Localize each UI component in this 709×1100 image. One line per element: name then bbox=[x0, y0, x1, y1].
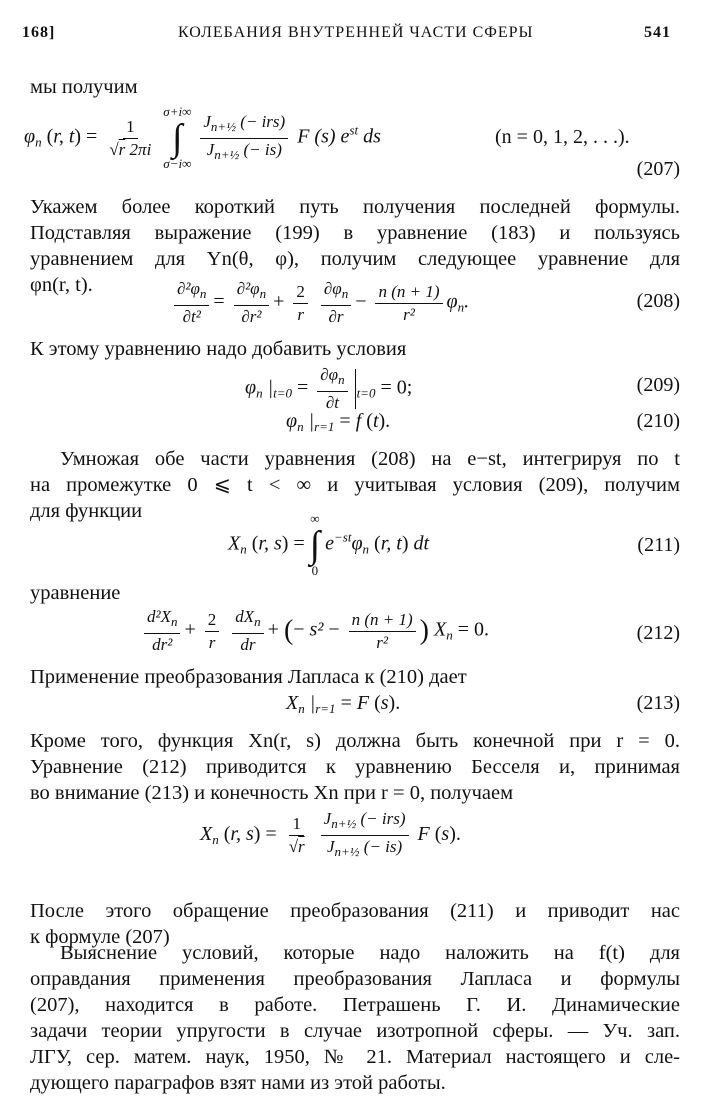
equation-solution: $X_n$ (r, s) = $\frac{1}{√r}$ $\frac{J_{n+\frac{1}{2}} (- irs)}{J_{n+\frac{1}{2}} (- is)}$ F (s). bbox=[200, 809, 461, 859]
equation-207-condition: (n = 0, 1, 2, . . .). bbox=[495, 126, 630, 148]
paragraph-laplace: Применение преобразования Лапласа к (210) дает bbox=[30, 666, 467, 688]
paragraph-add-conditions: К этому уравнению надо добавить условия bbox=[30, 338, 407, 360]
text-line: оправдания применения преобразования Лапласа и формулы bbox=[30, 968, 680, 990]
text-line: ЛГУ, сер. матем. наук, 1950, № 21. Материал настоящего и сле- bbox=[30, 1046, 680, 1068]
text-line: φn(r, t). bbox=[30, 274, 93, 296]
paragraph-equation-word: уравнение bbox=[30, 582, 121, 604]
text-line: После этого обращение преобразования (211) и приводит нас bbox=[30, 900, 680, 922]
equation-209: $\varphi_n$ $|_{t=0}$ = $\frac{\partial\varphi_n}{\partial t}$ $_{t=0}$ = 0; bbox=[245, 365, 413, 412]
equation-number-211: (211) bbox=[637, 534, 680, 556]
equation-number-213: (213) bbox=[636, 692, 680, 714]
text-line: Укажем более короткий путь получения последней формулы. bbox=[30, 196, 680, 218]
equation-number-209: (209) bbox=[636, 374, 680, 396]
text-line: дующего параграфов взят нами из этой работы. bbox=[30, 1072, 446, 1094]
equation-number-212: (212) bbox=[636, 622, 680, 644]
equation-210: $\varphi_n$ $|_{r=1} = f$ (t). bbox=[286, 410, 391, 434]
equation-207: $\varphi_n$ (r, t) = $\frac{1}{√r 2\pi i}$ σ+i∞ ∫ σ−i∞ $\frac{J_{n+\frac{1}{2}} (- irs)}{J_{n+\frac{1}{2}} (- is)}$ F (s) $e^{st}$ ds bbox=[24, 104, 381, 171]
section-number: 168] bbox=[22, 24, 56, 41]
text-line: (207), находится в работе. Петрашень Г. И. Динамические bbox=[30, 994, 680, 1016]
paragraph-finiteness bbox=[30, 728, 680, 806]
paragraph-intro: мы получим bbox=[30, 76, 138, 98]
equation-213: $X_n$ $|_{r=1} = F$ (s). bbox=[286, 692, 401, 716]
equation-208: $\frac{\partial^2\varphi_n}{\text{∂t²}}$ = $\frac{\partial^2\varphi_n}{\text{∂r²}}$ + $\frac{2}{r}$ $\frac{\partial\varphi_n}{\partial r}$ − $\frac{n (n + 1)}{\text{r²}}$ $\varphi_n$. bbox=[170, 278, 469, 328]
paragraph-reference bbox=[30, 940, 680, 1096]
equation-number-210: (210) bbox=[636, 410, 680, 432]
page-number: 541 bbox=[644, 24, 671, 41]
running-title: КОЛЕБАНИЯ ВНУТРЕННЕЙ ЧАСТИ СФЕРЫ bbox=[178, 24, 534, 41]
text-line: на промежутке 0 ⩽ t < ∞ и учитывая условия (209), получим bbox=[30, 474, 680, 496]
text-line: Кроме того, функция Xn(r, s) должна быть конечной при r = 0. bbox=[30, 730, 680, 752]
equation-211: $X_n$ (r, s) = ∞ ∫ 0 $e^{-st}\varphi_n$ (r, t) dt bbox=[228, 511, 430, 578]
text-line: Умножая обе части уравнения (208) на e−st, интегрируя по t bbox=[60, 448, 680, 470]
text-line: Выяснение условий, которые надо наложить на f(t) для bbox=[60, 942, 680, 964]
text-line: задачи теории упругости в случае изотропной сферы. — Уч. зап. bbox=[30, 1020, 680, 1042]
text-line: к формуле (207) bbox=[30, 926, 170, 948]
equation-number-207: (207) bbox=[636, 158, 680, 180]
text-line: Подставляя выражение (199) в уравнение (183) и пользуясь bbox=[30, 222, 680, 244]
text-line: для функции bbox=[30, 500, 143, 522]
equation-212: $\frac{d^2X_n}{\text{dr²}}$ + $\frac{2}{r}$ $\frac{dX_n}{dr}$ + (− s² − $\frac{n (n + 1)}{\text{r²}}$ ) $X_n = 0$. bbox=[140, 606, 489, 656]
text-line: Уравнение (212) приводится к уравнению Бесселя и, принимая bbox=[30, 756, 680, 778]
text-line: уравнением для Yn(θ, φ), получим следующее уравнение для bbox=[30, 248, 680, 270]
equation-number-208: (208) bbox=[636, 290, 680, 312]
text-line: во внимание (213) и конечность Xn при r = 0, получаем bbox=[30, 782, 514, 804]
